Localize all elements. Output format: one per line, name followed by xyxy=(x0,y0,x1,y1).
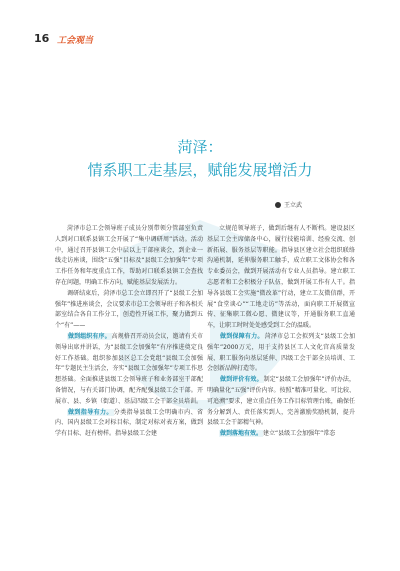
section-heading: 做到落地有效。 xyxy=(220,430,263,438)
byline xyxy=(275,200,302,209)
paragraph-text: 调研结束后，菏泽市总工会立即召开了“县级工会加强年”推进座谈会，会议要求市总工会领导班子和各相关部室结合各自工作分工，创造性开展工作，聚力做到五个“有”—— xyxy=(55,289,203,330)
paragraph xyxy=(207,429,355,440)
title-line-2: 情系职工走基层，赋能发展增活力 xyxy=(87,161,313,179)
paragraph xyxy=(55,408,203,440)
right-column xyxy=(207,224,355,440)
paragraph xyxy=(207,375,355,429)
paragraph-text: 菏泽市总工会领导班子成员分别带领分管部室负责人到对口联系县镇工会开展了“集中调研周”活动。活动中，通过召开县镇工会中层以上干部座谈会，到企业一线走访座谈，围绕“五强”目标及“县级工会加强年”专项工作任务和年度重点工作，帮助对口联系县镇工会查找存在问题，明确工作方向，赋能基层发展活力。 xyxy=(55,225,203,286)
paragraph-text: 菏泽市总工会拟列支“县级工会加强年”2000万元，用于支持县区工人文化宫高质量发展、职工服务向基层延伸、四级工会干部全员培训、工会创新品牌打造等。 xyxy=(207,332,355,373)
paragraph xyxy=(55,224,203,289)
paragraph-text: 制定“县级工会加强年”评价办法，明确量化“五强”评价内容。按照“精准可量化、可比较、可追溯”要求，建立重点任务工作目标管理台账，确保任务分解到人、责任落实到人，完善激励奖励机制，提升县级工会干部精气神。 xyxy=(207,376,355,427)
magazine-brand: 工会观当 xyxy=(57,36,94,46)
section-heading: 做到评价有效。 xyxy=(220,376,263,384)
paragraph-text: 分类指导县级工会明确市内、省内、国内县级工会对标目标，制定对标对表方案，做到学有目标、赶有榜样。指导县级工会建 xyxy=(55,408,203,438)
article-title xyxy=(60,137,340,180)
paragraph xyxy=(207,224,355,332)
paragraph xyxy=(55,289,203,332)
title-line-1: 菏泽： xyxy=(177,138,223,156)
section-heading: 做到指导有力。 xyxy=(68,408,113,416)
page-number: 16 xyxy=(34,32,50,45)
paragraph xyxy=(207,332,355,375)
section-heading: 做到组织有序。 xyxy=(68,332,111,340)
author-name: 王立武 xyxy=(284,202,303,209)
left-column xyxy=(55,224,203,440)
paragraph-text: 高规格召开动员会议，邀请有关市领导出席并讲话，为“县级工会加强年”有序推进奠定良好工作基础。组织参加县区总工会党组“县级工会加强年”专题民主生活会，夯实“县级工会加强年”专项工作思想基础。全面推进县级工会领导班子和业务部室干部配备情况，与有关部门协调，配齐配强县级工会干部。开展市、县、乡镇（街道）、基层四级工会干部全员培训。 xyxy=(55,332,203,405)
author-bullet-icon xyxy=(275,202,281,208)
paragraph-text: 立规范领导班子，做到后继有人不断档。建设县区基层工会主席储备中心，履行技能培训、经验交流、创新拓展、服务基层等职能。指导县区建立社会组织联络沟通机制，延伸服务职工触手，成立职工文体协会和各专业委员会，做到开展活动有专业人员指导。建立职工志愿者和工会积极分子队伍，做到开展工作有人干。指导各县级工会实施“微改革”行动，建立工友微信群，开展“食堂谈心”“工地走访”等活动，面向职工开展微宣传、征集职工微心愿、微建议等，开通服务职工直通车，让职工时时处处感受到工会的温暖。 xyxy=(207,225,355,330)
paragraph-text: 建立“县级工会加强年”常态 xyxy=(263,430,336,438)
section-heading: 做到保障有力。 xyxy=(220,332,264,340)
paragraph xyxy=(55,332,203,408)
